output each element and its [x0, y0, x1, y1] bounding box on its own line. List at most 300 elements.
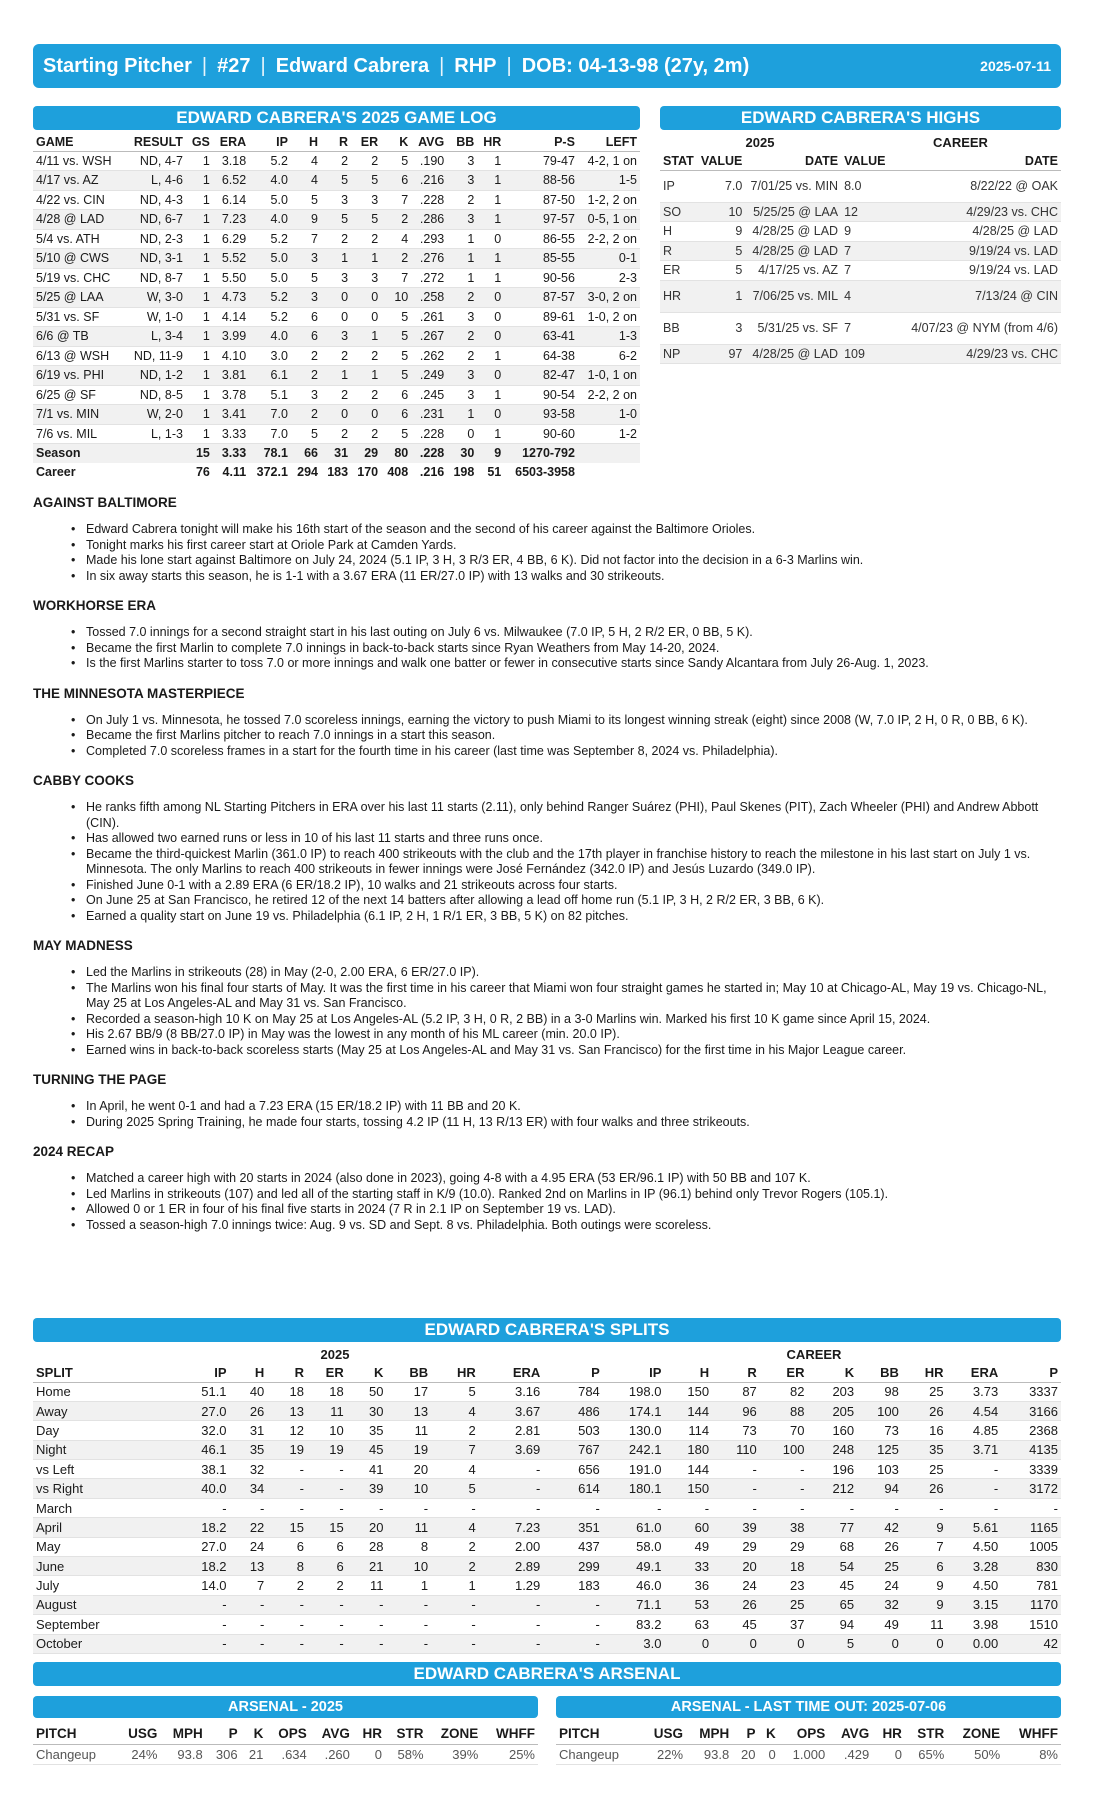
splits-cell: 26	[857, 1537, 902, 1556]
highs-cell: 8/22/22 @ OAK	[891, 170, 1061, 202]
splits-cell: 18	[760, 1557, 808, 1576]
game-log-cell: .286	[411, 210, 447, 230]
splits-cell: 4.50	[947, 1576, 1002, 1595]
game-log-cell: 1	[351, 249, 381, 269]
splits-cell: 4	[431, 1518, 479, 1537]
game-log-cell: 5	[291, 190, 321, 210]
arsenal-cell: 20	[732, 1744, 758, 1764]
game-log-cell: 4	[381, 229, 411, 249]
game-log-cell: 9	[291, 210, 321, 230]
game-log-cell: 7	[381, 268, 411, 288]
splits-cell: 15	[267, 1518, 307, 1537]
game-log-cell: 1-0, 2 on	[578, 307, 640, 327]
header-dob: DOB: 04-13-98 (27y, 2m)	[521, 54, 750, 77]
splits-cell: 38	[760, 1518, 808, 1537]
splits-cell: 25	[902, 1382, 947, 1401]
splits-column-header: IP	[182, 1364, 230, 1382]
list-item: • Tonight marks his first career start at Oriole Park at Camden Yards.	[86, 538, 1061, 554]
splits-cell: 11	[902, 1615, 947, 1634]
splits-cell: -	[230, 1634, 268, 1653]
game-log-cell: 6-2	[578, 346, 640, 366]
game-log-cell: 1	[186, 190, 213, 210]
splits-cell: 160	[807, 1421, 857, 1440]
arsenal-column-header: STR	[385, 1724, 427, 1744]
table-row	[660, 222, 1061, 242]
highs-cell: 3	[698, 312, 745, 344]
game-log-total-cell: 294	[297, 465, 318, 479]
game-log-cell: 4/17 vs. AZ	[33, 171, 124, 191]
arsenal-cell: 39%	[427, 1744, 482, 1764]
arsenal-last-table	[556, 1724, 1061, 1765]
game-log-cell: 4.0	[249, 210, 291, 230]
list-item: • On July 1 vs. Minnesota, he tossed 7.0 scoreless innings, earning the victory to push Miami to its longest winning streak (eight) since 2008 (W, 7.0 IP, 2 H, 0 R, 0 BB, 6 K).	[86, 713, 1061, 729]
splits-cell: 14.0	[182, 1576, 230, 1595]
game-log-cell: 3	[447, 307, 477, 327]
game-log-cell: 2	[381, 249, 411, 269]
splits-cell: -	[230, 1595, 268, 1614]
table-row	[33, 1382, 1061, 1401]
game-log-cell: 1	[477, 171, 504, 191]
game-log-totals	[33, 444, 640, 482]
splits-cell: -	[760, 1460, 808, 1479]
game-log-cell: 0	[477, 327, 504, 347]
splits-cell: -	[307, 1595, 347, 1614]
game-log-cell: 2	[321, 229, 351, 249]
splits-column-header: K	[807, 1364, 857, 1382]
arsenal-cell: .634	[266, 1744, 309, 1764]
splits-cell: 65	[807, 1595, 857, 1614]
splits-cell: 15	[307, 1518, 347, 1537]
splits-cell: -	[479, 1634, 544, 1653]
arsenal-column-header: P	[206, 1724, 241, 1744]
highs-cell: 7.0	[698, 170, 745, 202]
highs-cell: 4/28/25 @ LAD	[891, 222, 1061, 242]
splits-cell: 98	[857, 1382, 902, 1401]
game-log-cell: 0	[321, 288, 351, 308]
game-log-cell: 5	[291, 268, 321, 288]
game-log-column-header: BB	[447, 133, 477, 151]
splits-cell: 20	[386, 1460, 431, 1479]
splits-cell: 32	[857, 1595, 902, 1614]
game-log-cell: 1	[186, 366, 213, 386]
arsenal-column-header: PITCH	[33, 1724, 116, 1744]
game-log-total-cell: 15	[186, 444, 213, 463]
game-log-cell: 3	[291, 385, 321, 405]
game-log-cell: 1	[186, 327, 213, 347]
game-log-cell: 7.0	[249, 424, 291, 444]
splits-cell: -	[857, 1498, 902, 1517]
arsenal-last-title: ARSENAL - LAST TIME OUT: 2025-07-06	[556, 1696, 1061, 1718]
game-log-cell: 6	[291, 307, 321, 327]
note-heading: THE MINNESOTA MASTERPIECE	[33, 685, 245, 701]
splits-cell: 11	[386, 1421, 431, 1440]
splits-cell: 61.0	[603, 1518, 665, 1537]
splits-column-header: HR	[431, 1364, 479, 1382]
list-item: • Became the first Marlin to complete 7.0 innings in back-to-back starts since Ryan Weathers from May 14-20, 2024.	[86, 641, 1061, 657]
highs-cell: BB	[660, 312, 698, 344]
splits-cell: 53	[664, 1595, 712, 1614]
game-log-cell: 0	[447, 424, 477, 444]
splits-cell: 503	[543, 1421, 603, 1440]
arsenal-cell: 93.8	[160, 1744, 205, 1764]
game-log-column-header: ERA	[213, 133, 249, 151]
splits-cell: 4	[431, 1401, 479, 1420]
splits-cell: 114	[664, 1421, 712, 1440]
arsenal-column-header: HR	[353, 1724, 385, 1744]
splits-cell: -	[479, 1460, 544, 1479]
splits-cell: 24	[712, 1576, 760, 1595]
splits-cell: 13	[386, 1401, 431, 1420]
game-log-cell: 3	[447, 385, 477, 405]
splits-cell: 22	[230, 1518, 268, 1537]
game-log-cell: 0	[351, 288, 381, 308]
splits-column-header: BB	[386, 1364, 431, 1382]
game-log-column-header: HR	[477, 133, 504, 151]
highs-column-header: VALUE	[841, 152, 891, 170]
game-log-cell: 1	[351, 327, 381, 347]
game-log-cell: ND, 4-7	[124, 151, 186, 171]
splits-cell: 31	[230, 1421, 268, 1440]
table-row	[33, 210, 640, 230]
game-log-cell: 2-2, 2 on	[578, 229, 640, 249]
game-log-cell: 6/19 vs. PHI	[33, 366, 124, 386]
game-log-cell: ND, 6-7	[124, 210, 186, 230]
list-item: • In six away starts this season, he is 1-1 with a 3.67 ERA (11 ER/27.0 IP) with 13 walks and 30 strikeouts.	[86, 569, 1061, 585]
arsenal-section	[33, 1662, 1061, 1765]
highs-header-row	[660, 152, 1061, 170]
splits-column-header: H	[664, 1364, 712, 1382]
splits-cell: 3172	[1001, 1479, 1061, 1498]
header-hand: RHP	[454, 54, 497, 77]
splits-cell: -	[603, 1498, 665, 1517]
game-log-cell: 87-57	[504, 288, 578, 308]
game-log-column-header: H	[291, 133, 321, 151]
splits-cell: 5	[431, 1479, 479, 1498]
splits-cell: 60	[664, 1518, 712, 1537]
game-log-cell: 7/1 vs. MIN	[33, 405, 124, 425]
game-log-cell: 3.0	[249, 346, 291, 366]
game-log-cell: 0	[351, 405, 381, 425]
game-log-cell: 1	[186, 249, 213, 269]
list-item: • Finished June 0-1 with a 2.89 ERA (6 ER/18.2 IP), 10 walks and 21 strikeouts across four starts.	[86, 878, 1061, 894]
splits-cell: 100	[760, 1440, 808, 1459]
splits-cell: -	[479, 1498, 544, 1517]
list-item: • Earned a quality start on June 19 vs. Philadelphia (6.1 IP, 2 H, 1 R/1 ER, 3 BB, 5 K) on 82 pitches.	[86, 909, 1061, 925]
splits-cell: -	[479, 1595, 544, 1614]
game-log-total-cell: 78.1	[249, 444, 291, 463]
game-log-cell: 3.78	[213, 385, 249, 405]
game-log-cell: 5.2	[249, 307, 291, 327]
splits-cell: 6	[267, 1537, 307, 1556]
highs-column-header: DATE	[891, 152, 1061, 170]
header-separator: |	[260, 54, 266, 77]
splits-cell: 614	[543, 1479, 603, 1498]
header-number: #27	[217, 54, 251, 77]
splits-column-header: ER	[760, 1364, 808, 1382]
arsenal-season-table	[33, 1724, 538, 1765]
game-log-cell: 4.0	[249, 327, 291, 347]
highs-cell: 8.0	[841, 170, 891, 202]
table-row	[660, 202, 1061, 222]
splits-cell: 2	[431, 1421, 479, 1440]
list-item: • Tossed 7.0 innings for a second straight start in his last outing on July 6 vs. Milwaukee (7.0 IP, 5 H, 2 R/2 ER, 0 BB, 5 K).	[86, 625, 1061, 641]
splits-cell: -	[947, 1498, 1002, 1517]
splits-header-row	[33, 1364, 1061, 1382]
splits-cell: -	[267, 1498, 307, 1517]
splits-cell: 46.0	[603, 1576, 665, 1595]
splits-cell: 45	[347, 1440, 387, 1459]
splits-cell: 39	[712, 1518, 760, 1537]
splits-cell: 63	[664, 1615, 712, 1634]
splits-cell: Night	[33, 1440, 182, 1459]
splits-cell: 5	[431, 1382, 479, 1401]
game-log-cell: 2	[321, 385, 351, 405]
note-list	[86, 625, 1061, 672]
splits-cell: Day	[33, 1421, 182, 1440]
splits-cell: 51.1	[182, 1382, 230, 1401]
splits-cell: 11	[347, 1576, 387, 1595]
splits-cell: 9	[902, 1595, 947, 1614]
game-log-cell: 1-0, 1 on	[578, 366, 640, 386]
splits-cell: 32.0	[182, 1421, 230, 1440]
game-log-cell: 2	[351, 424, 381, 444]
splits-cell: 191.0	[603, 1460, 665, 1479]
list-item: • The Marlins won his final four starts of May. It was the first time in his career that Miami won four straight games he started in; May 10 at Chicago-AL, May 19 vs. Chicago-NL, May 25 at Los Angeles-AL and May 31 vs. San Francisco.	[86, 981, 1061, 1012]
highs-cell: 5	[698, 261, 745, 281]
game-log-cell: .231	[411, 405, 447, 425]
game-log-cell: 2	[351, 346, 381, 366]
note-list	[86, 522, 1061, 584]
splits-year-label: 2025	[320, 1347, 350, 1362]
game-log-cell: 0	[477, 307, 504, 327]
splits-cell: 70	[760, 1421, 808, 1440]
arsenal-last-header-row	[556, 1724, 1061, 1744]
splits-cell: 183	[543, 1576, 603, 1595]
table-row	[33, 1460, 1061, 1479]
splits-cell: 1165	[1001, 1518, 1061, 1537]
game-log-column-header: GS	[186, 133, 213, 151]
game-log-total-cell: .216	[419, 465, 445, 479]
arsenal-cell: 25%	[481, 1744, 538, 1764]
splits-cell: 54	[807, 1557, 857, 1576]
splits-cell: 10	[386, 1479, 431, 1498]
list-item: • Led Marlins in strikeouts (107) and led all of the starting staff in K/9 (10.0). Ranked 2nd on Marlins in IP (96.1) behind only Trevor Rogers (105.1).	[86, 1187, 1061, 1203]
splits-cell: -	[230, 1615, 268, 1634]
header-player-name: Edward Cabrera	[275, 54, 430, 77]
game-log-total-cell: 31	[321, 444, 351, 463]
splits-cell: 144	[664, 1401, 712, 1420]
arsenal-cell: 93.8	[686, 1744, 732, 1764]
game-log-cell: 6/13 @ WSH	[33, 346, 124, 366]
table-row	[33, 1518, 1061, 1537]
splits-cell: 13	[267, 1401, 307, 1420]
game-log-cell: 5	[291, 424, 321, 444]
highs-cell: 5/25/25 @ LAA	[745, 202, 841, 222]
table-row	[33, 307, 640, 327]
splits-cell: 3.73	[947, 1382, 1002, 1401]
game-log-cell: 5.0	[249, 268, 291, 288]
game-log-cell: 1	[477, 151, 504, 171]
game-log-cell: 1	[186, 346, 213, 366]
game-log-cell: .228	[411, 190, 447, 210]
game-log-total-cell: 3.33	[213, 444, 249, 463]
splits-cell: 1005	[1001, 1537, 1061, 1556]
splits-cell: 38.1	[182, 1460, 230, 1479]
splits-column-header: K	[347, 1364, 387, 1382]
game-log-cell: 1	[186, 151, 213, 171]
highs-column-header: STAT	[660, 152, 698, 170]
splits-cell: 4.85	[947, 1421, 1002, 1440]
splits-cell: 73	[857, 1421, 902, 1440]
splits-cell: -	[386, 1498, 431, 1517]
arsenal-last-panel	[556, 1696, 1061, 1765]
splits-cell: 0.00	[947, 1634, 1002, 1653]
game-log-cell: L, 3-4	[124, 327, 186, 347]
highs-cell: 97	[698, 344, 745, 364]
arsenal-cell: 22%	[641, 1744, 686, 1764]
highs-title: EDWARD CABRERA'S HIGHS	[660, 106, 1061, 130]
game-log-cell: 3	[447, 171, 477, 191]
splits-cell: 0	[712, 1634, 760, 1653]
splits-cell: 18	[267, 1382, 307, 1401]
splits-cell: 20	[712, 1557, 760, 1576]
splits-cell: -	[307, 1634, 347, 1653]
splits-cell: 96	[712, 1401, 760, 1420]
arsenal-cell: 65%	[905, 1744, 947, 1764]
splits-cell: 36	[664, 1576, 712, 1595]
game-log-cell: 3	[321, 268, 351, 288]
splits-cell: 19	[307, 1440, 347, 1459]
splits-cell: vs Right	[33, 1479, 182, 1498]
arsenal-column-header: AVG	[310, 1724, 353, 1744]
splits-cell: 42	[857, 1518, 902, 1537]
splits-cell: -	[182, 1634, 230, 1653]
splits-table	[33, 1364, 1061, 1654]
note-heading: 2024 RECAP	[33, 1144, 115, 1159]
splits-cell: 32	[230, 1460, 268, 1479]
splits-cell: -	[267, 1615, 307, 1634]
game-log-cell: 5	[381, 346, 411, 366]
splits-cell: 150	[664, 1382, 712, 1401]
splits-cell: 34	[230, 1479, 268, 1498]
arsenal-season-title: ARSENAL - 2025	[33, 1696, 538, 1718]
splits-column-header: IP	[603, 1364, 665, 1382]
game-log-cell: 3.33	[213, 424, 249, 444]
highs-year-header	[660, 133, 1061, 152]
arsenal-column-header: ZONE	[947, 1724, 1003, 1744]
splits-cell: 150	[664, 1479, 712, 1498]
splits-cell: 1	[431, 1576, 479, 1595]
table-row	[660, 261, 1061, 281]
game-log-total-cell: 170	[357, 465, 379, 479]
splits-cell: -	[760, 1479, 808, 1498]
splits-cell: 25	[902, 1460, 947, 1479]
game-log-total-cell	[124, 444, 186, 463]
game-log-cell: 1	[477, 210, 504, 230]
note-list	[86, 713, 1061, 760]
highs-cell: 7	[841, 241, 891, 261]
table-row	[33, 424, 640, 444]
game-log-cell: 7/6 vs. MIL	[33, 424, 124, 444]
game-log-body	[33, 151, 640, 444]
splits-cell: 437	[543, 1537, 603, 1556]
splits-cell: -	[543, 1595, 603, 1614]
splits-cell: 3.69	[479, 1440, 544, 1459]
splits-cell: 87	[712, 1382, 760, 1401]
game-log-cell: 5.0	[249, 249, 291, 269]
game-log-cell: 7.23	[213, 210, 249, 230]
game-log-cell: ND, 2-3	[124, 229, 186, 249]
game-log-cell: 3.81	[213, 366, 249, 386]
game-log-cell: 7	[381, 190, 411, 210]
game-log-cell: 2	[447, 346, 477, 366]
splits-cell: -	[431, 1595, 479, 1614]
table-row	[33, 405, 640, 425]
splits-cell: 103	[857, 1460, 902, 1479]
highs-column-header: VALUE	[698, 152, 745, 170]
table-row	[33, 1576, 1061, 1595]
splits-cell: -	[386, 1595, 431, 1614]
arsenal-cell: 50%	[947, 1744, 1003, 1764]
splits-cell: 73	[712, 1421, 760, 1440]
highs-cell: 9/19/24 vs. LAD	[891, 241, 1061, 261]
splits-cell: 4135	[1001, 1440, 1061, 1459]
arsenal-cell: .260	[310, 1744, 353, 1764]
splits-cell: 5	[807, 1634, 857, 1653]
splits-cell: 39	[347, 1479, 387, 1498]
splits-cell: 2	[307, 1576, 347, 1595]
splits-cell: 49	[664, 1537, 712, 1556]
game-log-cell: W, 3-0	[124, 288, 186, 308]
game-log-cell: 5/10 @ CWS	[33, 249, 124, 269]
game-log-cell: 6	[381, 385, 411, 405]
game-log-cell: 85-55	[504, 249, 578, 269]
splits-cell: 46.1	[182, 1440, 230, 1459]
splits-cell: 37	[760, 1615, 808, 1634]
game-log-cell: L, 1-3	[124, 424, 186, 444]
splits-cell: 3.15	[947, 1595, 1002, 1614]
game-log-cell: 5	[321, 210, 351, 230]
arsenal-column-header: OPS	[779, 1724, 828, 1744]
table-row	[33, 171, 640, 191]
splits-cell: 2368	[1001, 1421, 1061, 1440]
note-heading: CABBY COOKS	[33, 773, 135, 788]
highs-cell: 109	[841, 344, 891, 364]
arsenal-cell: Changeup	[556, 1744, 641, 1764]
arsenal-column-header: MPH	[686, 1724, 732, 1744]
list-item: • Allowed 0 or 1 ER in four of his final five starts in 2024 (7 R in 2.1 IP on September 19 vs. LAD).	[86, 1202, 1061, 1218]
table-row	[33, 1401, 1061, 1420]
game-log-total-cell: 4.11	[222, 465, 247, 479]
highs-section	[660, 106, 1061, 364]
game-log-cell: 1	[186, 288, 213, 308]
game-log-column-header: AVG	[411, 133, 447, 151]
table-row	[33, 1479, 1061, 1498]
game-log-table	[33, 133, 640, 482]
arsenal-column-header: STR	[905, 1724, 947, 1744]
game-log-cell: .228	[411, 424, 447, 444]
list-item: • During 2025 Spring Training, he made four starts, tossing 4.2 IP (11 H, 13 R/13 ER) with four walks and three strikeouts.	[86, 1115, 1061, 1131]
highs-cell: IP	[660, 170, 698, 202]
game-log-cell: 0	[477, 288, 504, 308]
note-list	[86, 800, 1061, 924]
game-log-cell: 1	[447, 268, 477, 288]
game-log-cell: 5/4 vs. ATH	[33, 229, 124, 249]
game-log-cell: 2	[381, 210, 411, 230]
highs-cell: 4/28/25 @ LAD	[745, 222, 841, 242]
splits-cell: 26	[902, 1479, 947, 1498]
game-log-cell: 1	[477, 385, 504, 405]
